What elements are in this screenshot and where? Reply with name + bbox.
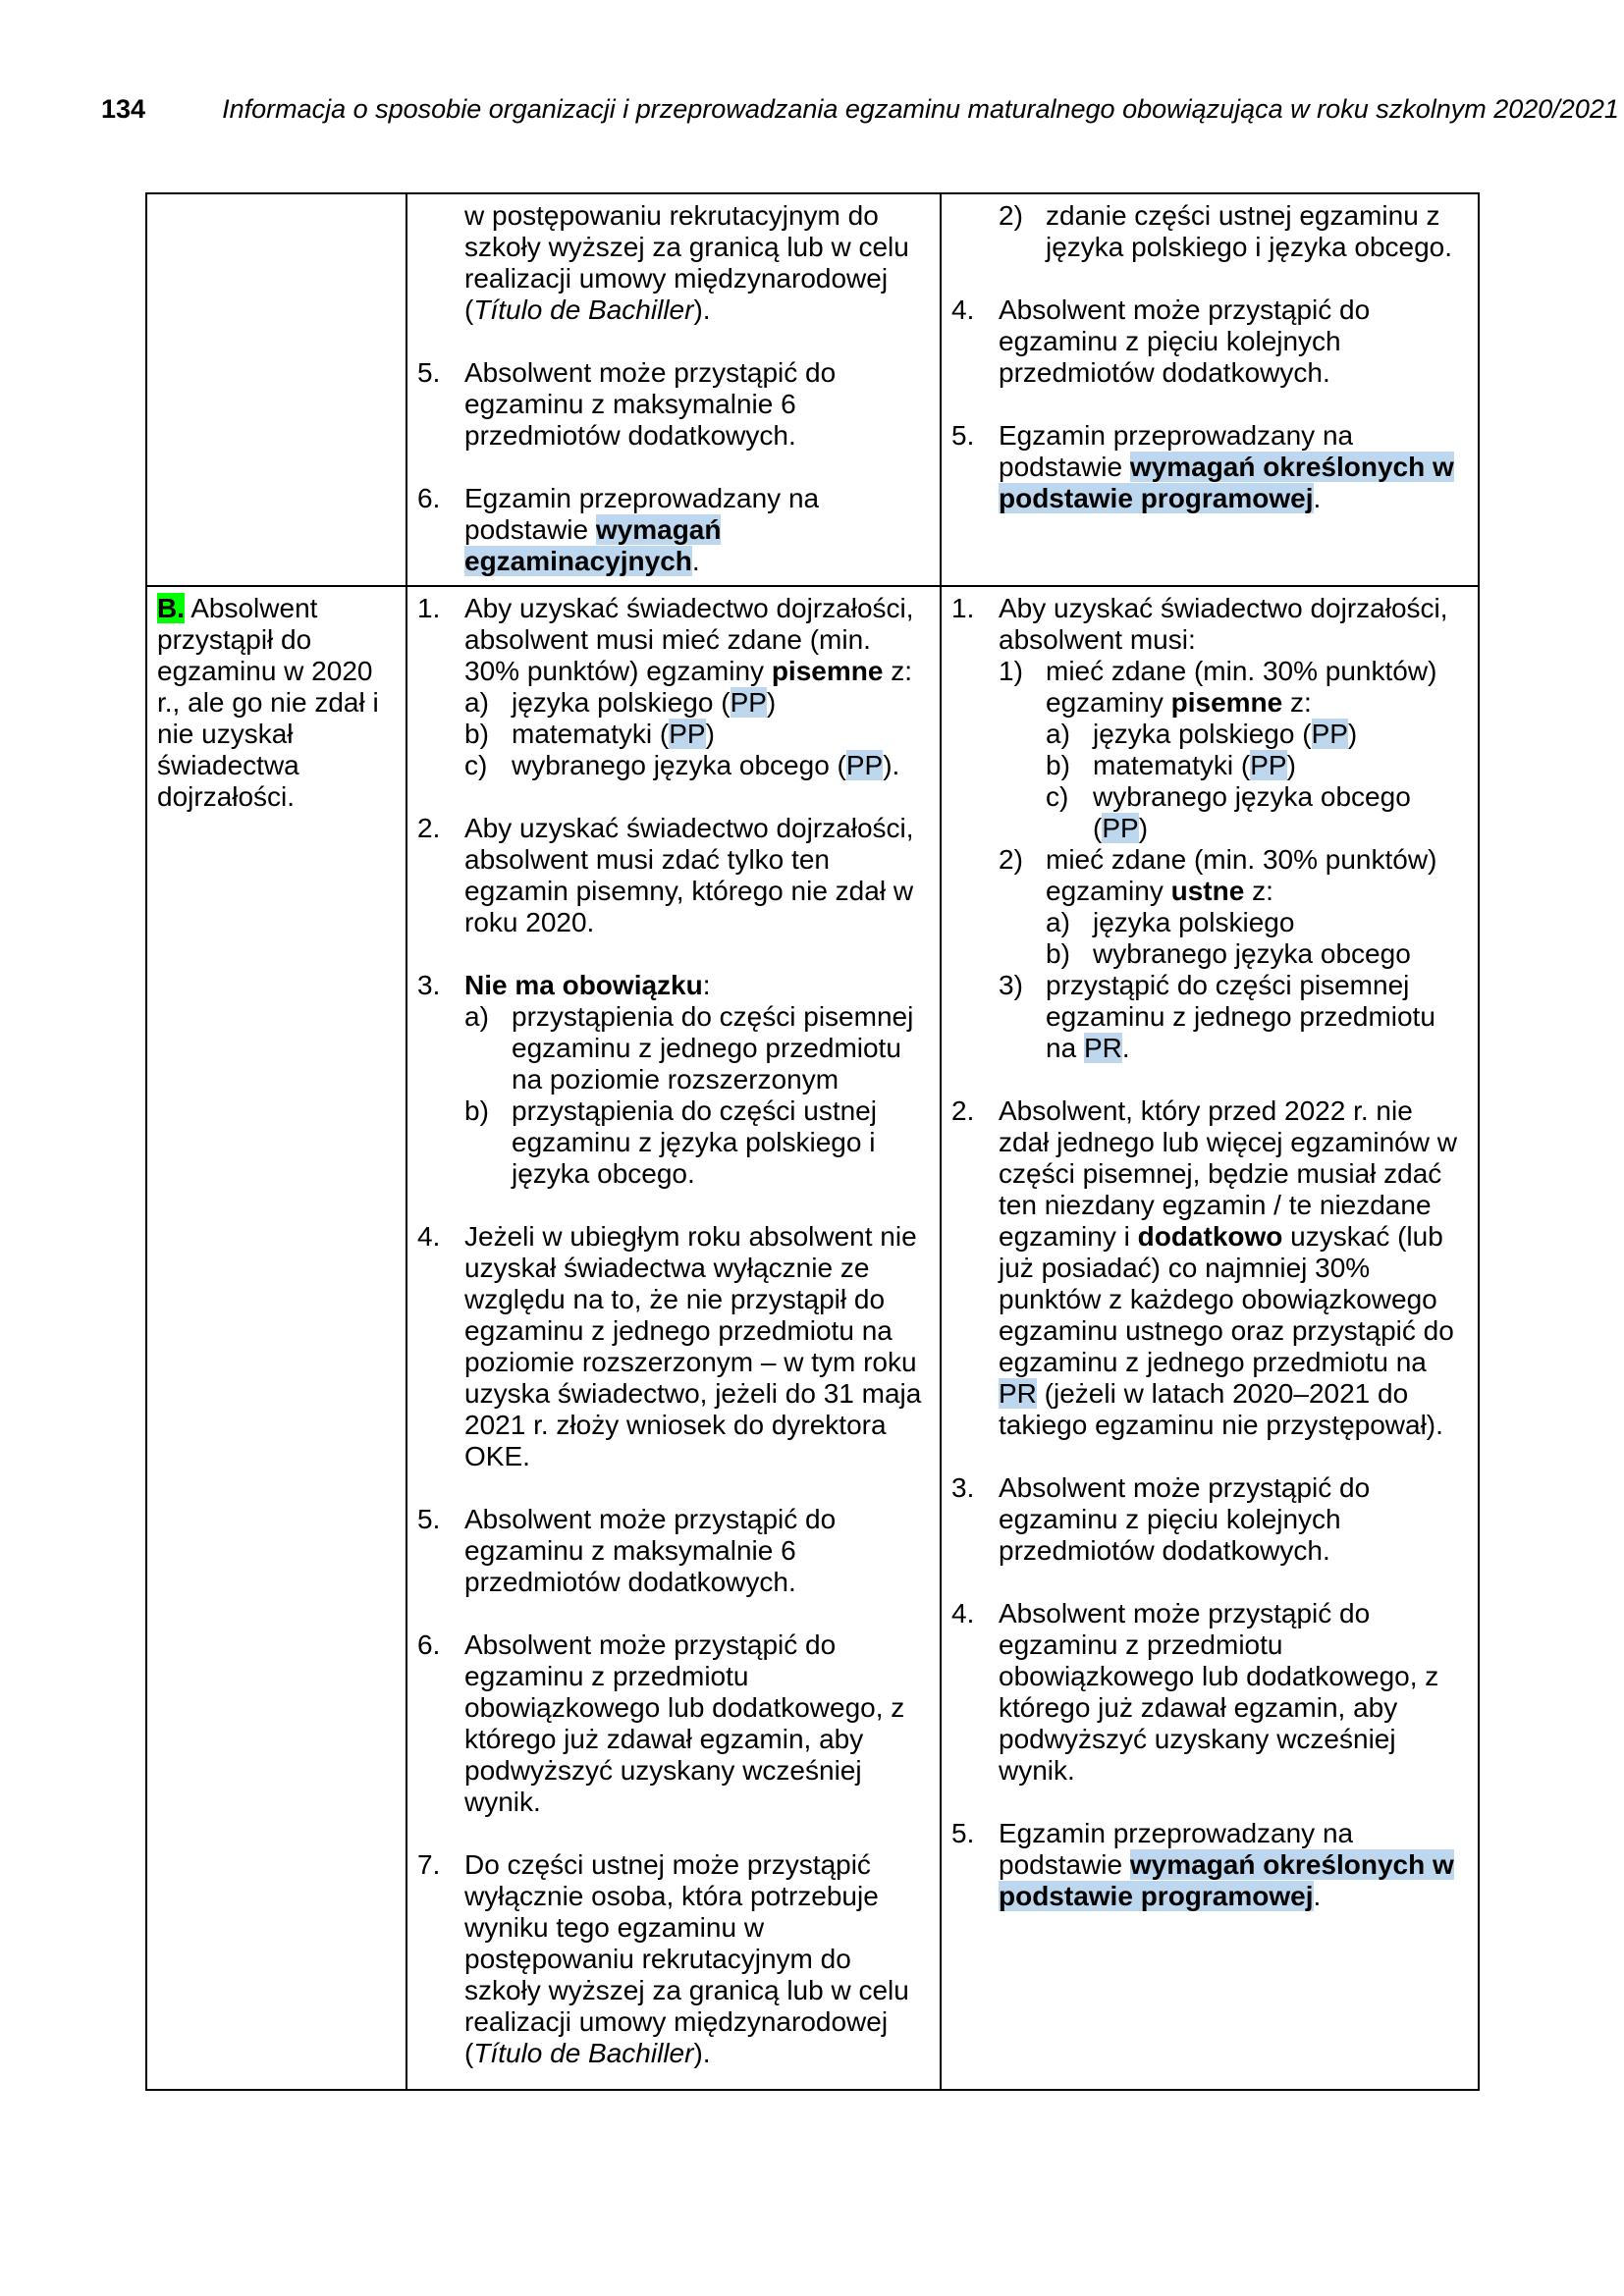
list-marker: 5. (951, 420, 975, 451)
list-marker: a) (464, 1001, 489, 1032)
run: z: (1282, 687, 1312, 718)
list-item (417, 357, 930, 452)
run: ) (1286, 750, 1296, 780)
paragraph (464, 1504, 930, 1598)
run: Aby uzyskać świadectwo dojrzałości, absolwent musi zdać tylko ten egzamin pisemny, którego nie zdał w roku 2020. (464, 813, 914, 937)
bold-emphasis: pisemne (1170, 687, 1283, 718)
list-item (999, 656, 1468, 844)
paragraph (1093, 938, 1468, 970)
paragraph (999, 1818, 1468, 1912)
run: w postępowaniu rekrutacyjnym do szkoły wyższej za granicą lub w celu realizacji umowy międzynarodowej ( (464, 200, 909, 325)
cell-2021-case-b (406, 586, 941, 2090)
cell-case-b-label (146, 586, 406, 2090)
paragraph (512, 1095, 930, 1190)
list-marker: 2) (999, 200, 1023, 231)
list-item (1046, 938, 1468, 970)
list-marker: 5. (417, 357, 441, 388)
run: matematyki ( (1093, 750, 1251, 780)
run: ) (1138, 813, 1149, 843)
highlight-blue: PP (730, 687, 767, 718)
paragraph (999, 1095, 1468, 1441)
bold-emphasis: dodatkowo (1137, 1221, 1283, 1252)
run: przystąpić do części pisemnej egzaminu z jednego przedmiotu na (1046, 970, 1435, 1063)
paragraph (464, 813, 930, 938)
run: wybranego języka obcego (1093, 781, 1411, 812)
run: Egzamin przeprowadzany na podstawie (999, 1818, 1354, 1880)
run: matematyki ( (512, 719, 670, 749)
list-marker: 6. (417, 1629, 441, 1660)
paragraph (512, 687, 930, 719)
run: Absolwent może przystąpić do egzaminu z przedmiotu obowiązkowego lub dodatkowego, z którego już zdawał egzamin, aby podwyższyć uzyskany wcześniej wynik. (999, 1598, 1439, 1786)
run: ) (705, 719, 715, 749)
run: : (702, 970, 711, 1000)
list-item (951, 593, 1468, 1064)
run: ). (693, 294, 711, 325)
list-marker: 2) (999, 844, 1023, 875)
list-marker: a) (464, 687, 489, 718)
list-item (464, 687, 930, 719)
run: przystąpienia do części pisemnej egzaminu z jednego przedmiotu na poziomie rozszerzonym (512, 1001, 914, 1095)
list-item (417, 200, 930, 326)
paragraph (999, 1472, 1468, 1567)
run: Aby uzyskać świadectwo dojrzałości, absolwent musi mieć zdane (min. 30% punktów) egzaminy (464, 593, 914, 686)
list-marker: 2. (951, 1095, 975, 1126)
list-item (417, 1629, 930, 1818)
paragraph (999, 593, 1468, 1064)
paragraph (1046, 970, 1468, 1064)
list-marker: b) (1046, 938, 1070, 969)
list-item (1046, 907, 1468, 938)
run: języka polskiego ( (1093, 719, 1312, 749)
list-marker: 1) (999, 656, 1023, 686)
paragraph (999, 420, 1468, 514)
paragraph (464, 1221, 930, 1472)
list-marker: 3) (999, 970, 1023, 1000)
run: ( (1093, 813, 1103, 843)
list-item (417, 1849, 930, 2069)
highlight-blue: PP (669, 719, 706, 749)
cell-2021-continuation (406, 193, 941, 586)
list-item (999, 844, 1468, 970)
list-marker: 4. (417, 1221, 441, 1252)
list-item (951, 1818, 1468, 1912)
matura-requirements-table (145, 192, 1480, 2091)
highlight-blue: PP (1311, 719, 1348, 749)
cell-2022-case-b (941, 586, 1479, 2090)
run: Aby uzyskać świadectwo dojrzałości, absolwent musi: (999, 593, 1448, 655)
table-row-continuation (146, 193, 1479, 586)
run: języka polskiego ( (512, 687, 731, 718)
list-item (1046, 750, 1468, 781)
paragraph (464, 1849, 930, 2069)
list-marker: 1. (417, 593, 441, 623)
list-item (1046, 719, 1468, 750)
paragraph (512, 1001, 930, 1095)
run: . (1313, 483, 1322, 513)
list-item (464, 750, 930, 781)
list-marker: 5. (951, 1818, 975, 1848)
paragraph (464, 357, 930, 452)
paragraph (1046, 656, 1468, 844)
list-item (951, 294, 1468, 389)
list-marker: 2. (417, 813, 441, 843)
italic-title: Título de Bachiller (473, 2038, 694, 2068)
list-marker: 4. (951, 1598, 975, 1629)
list-marker: c) (464, 750, 488, 780)
list-item (417, 593, 930, 781)
bold-emphasis: ustne (1170, 876, 1245, 906)
list-marker: 3. (417, 970, 441, 1000)
list-item (417, 1504, 930, 1598)
list-item (951, 1598, 1468, 1787)
paragraph (999, 1598, 1468, 1787)
paragraph (999, 294, 1468, 389)
run: Egzamin przeprowadzany na podstawie (464, 483, 820, 545)
highlight-blue: PP (1250, 750, 1287, 780)
run: ) (766, 687, 777, 718)
run: wybranego języka obcego ( (512, 750, 846, 780)
run: Jeżeli w ubiegłym roku absolwent nie uzyskał świadectwa wyłącznie ze względu na to, że nie przystąpił do egzaminu z jednego przedmiotu na poziomie rozszerzonym – w tym roku uzyska świadectwo, jeżeli do 31 maja 2021 r. złoży wniosek do dyrektora OKE. (464, 1221, 922, 1471)
highlight-blue: wymagań określonych w podstawie programowej (999, 1849, 1454, 1911)
run: uzyskać (lub już posiadać) co najmniej 30% punktów z każdego obowiązkowego egzaminu ustnego oraz przystąpić do egzaminu z jednego przedmiotu na (999, 1221, 1454, 1377)
run: wybranego języka obcego (1093, 938, 1411, 969)
list-marker: 6. (417, 483, 441, 513)
paragraph (512, 750, 930, 781)
run: . (1121, 1033, 1130, 1063)
running-header-title: Informacja o sposobie organizacji i przeprowadzania egzaminu maturalnego obowiązująca w roku szkolnym 2020/2021 (222, 94, 1619, 124)
list-marker: 1. (951, 593, 975, 623)
bold-emphasis: Nie ma obowiązku (464, 970, 703, 1000)
run: . (691, 546, 700, 576)
highlight-blue: PR (1083, 1033, 1122, 1063)
list-marker: a) (1046, 719, 1070, 749)
highlight-blue: wymagań określonych w podstawie programowej (999, 452, 1454, 513)
list-marker: b) (464, 1095, 489, 1126)
run: z: (1244, 876, 1273, 906)
list-item (999, 200, 1468, 263)
list-item (1046, 781, 1468, 844)
list-marker: 3. (951, 1472, 975, 1503)
page-number: 134 (101, 94, 146, 124)
run: Egzamin przeprowadzany na podstawie (999, 420, 1354, 482)
list-marker: 4. (951, 294, 975, 325)
paragraph (464, 200, 930, 326)
paragraph (1046, 844, 1468, 970)
list-item (464, 719, 930, 750)
page-header (101, 93, 1619, 125)
list-marker: c) (1046, 781, 1069, 812)
list-marker: 7. (417, 1849, 441, 1880)
highlight-green: B. (157, 593, 185, 623)
cell-2022-continuation (941, 193, 1479, 586)
paragraph (464, 593, 930, 781)
list-item (464, 1095, 930, 1190)
highlight-blue: PP (1102, 813, 1139, 843)
paragraph (464, 970, 930, 1190)
run: (jeżeli w latach 2020–2021 do takiego egzaminu nie przystępował). (999, 1378, 1443, 1440)
list-marker: b) (464, 719, 489, 749)
list-item (951, 1472, 1468, 1567)
run: mieć zdane (min. 30% punktów) egzaminy (1046, 656, 1437, 718)
paragraph (1093, 907, 1468, 938)
run: . (1313, 1881, 1322, 1911)
list-marker: a) (1046, 907, 1070, 937)
run: Absolwent może przystąpić do egzaminu z pięciu kolejnych przedmiotów dodatkowych. (999, 294, 1371, 388)
run: zdanie części ustnej egzaminu z języka polskiego i języka obcego. (1046, 200, 1453, 262)
list-item (417, 813, 930, 938)
list-item (417, 483, 930, 577)
highlight-blue: PP (845, 750, 884, 780)
run: Absolwent może przystąpić do egzaminu z maksymalnie 6 przedmiotów dodatkowych. (464, 1504, 837, 1597)
paragraph (464, 1629, 930, 1818)
bold-emphasis: pisemne (771, 656, 884, 686)
run: Absolwent może przystąpić do egzaminu z maksymalnie 6 przedmiotów dodatkowych. (464, 357, 837, 451)
list-item (999, 970, 1468, 1064)
list-marker: b) (1046, 750, 1070, 780)
list-marker: 5. (417, 1504, 441, 1534)
run: języka polskiego (1093, 907, 1295, 937)
table-row-case-b (146, 586, 1479, 2090)
run: przystąpienia do części ustnej egzaminu z języka polskiego i języka obcego. (512, 1095, 877, 1189)
list-item (464, 1001, 930, 1095)
list-item (951, 420, 1468, 514)
run: Absolwent przystąpił do egzaminu w 2020 r., ale go nie zdał i nie uzyskał świadectwa dojrzałości. (157, 593, 379, 812)
run: Absolwent może przystąpić do egzaminu z pięciu kolejnych przedmiotów dodatkowych. (999, 1472, 1371, 1566)
list-item (417, 1221, 930, 1472)
run: Do części ustnej może przystąpić wyłącznie osoba, która potrzebuje wyniku tego egzaminu w postępowaniu rekrutacyjnym do szkoły wyższej za granicą lub w celu realizacji umowy międzynarodowej ( (464, 1849, 909, 2068)
run: Absolwent, który przed 2022 r. nie zdał jednego lub więcej egzaminów w części pisemnej, będzie musiał zdać ten niezdany egzamin / te niezdane egzaminy i (999, 1095, 1457, 1252)
highlight-blue: PR (999, 1378, 1037, 1409)
paragraph (1093, 719, 1468, 750)
row-label-cell-empty (146, 193, 406, 586)
run: mieć zdane (min. 30% punktów) egzaminy (1046, 844, 1437, 906)
run: Absolwent może przystąpić do egzaminu z przedmiotu obowiązkowego lub dodatkowego, z którego już zdawał egzamin, aby podwyższyć uzyskany wcześniej wynik. (464, 1629, 905, 1817)
list-item (417, 970, 930, 1190)
paragraph (512, 719, 930, 750)
run: z: (883, 656, 912, 686)
highlight-blue: wymagań egzaminacyjnych (464, 514, 722, 576)
paragraph (1093, 781, 1468, 844)
paragraph (1093, 750, 1468, 781)
paragraph (464, 483, 930, 577)
run: ). (883, 750, 900, 780)
list-item (951, 1095, 1468, 1441)
italic-title: Título de Bachiller (473, 294, 694, 325)
run: ) (1347, 719, 1358, 749)
paragraph (1046, 200, 1468, 263)
run: ). (693, 2038, 711, 2068)
